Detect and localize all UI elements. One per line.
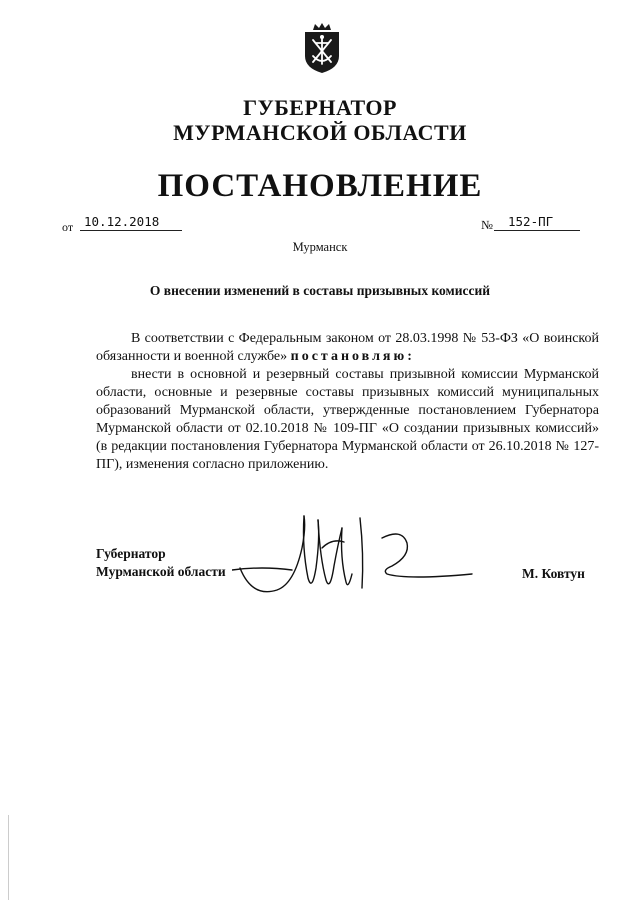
signatory-name: М. Ковтун [522,566,585,581]
signatory-title-line2: Мурманской области [96,564,226,579]
date-label: от [62,220,74,234]
signatory-title-line1: Губернатор [96,546,166,561]
scan-edge-mark [8,815,9,900]
document-number: 152-ПГ [494,214,580,231]
signatory-title [96,545,226,581]
city-name: Мурманск [292,240,348,254]
authority-title-line2: МУРМАНСКОЙ ОБЛАСТИ [173,120,467,145]
preamble-text: В соответствии с Федеральным законом от 28.03.1998 № 53-ФЗ «О воинской обязанности и военной службе» [96,331,599,364]
document-subject: О внесении изменений в составы призывных комиссий [149,283,491,298]
handwritten-signature [232,508,482,602]
preamble-paragraph [96,330,599,366]
decree-word: постановляю: [290,349,415,364]
operative-paragraph: внести в основной и резервный составы призывной комиссии Мурманской области, основные и резервные составы призывных комиссий муниципальных образований Мурманской области, утвержденные постановлением Губернатора Мурманской области от 02.10.2018 № 109-ПГ «О создании призывных комиссий» (в редакции постановления Губернатора Мурманской области от 26.10.2018 № 127-ПГ), изменения согласно приложению. [96,367,599,472]
coat-of-arms-icon [301,22,343,74]
document-date: 10.12.2018 [80,214,182,231]
document-type-title: ПОСТАНОВЛЕНИЕ [157,168,483,204]
number-label: № [481,218,493,232]
authority-title-line1: ГУБЕРНАТОР [243,95,397,120]
